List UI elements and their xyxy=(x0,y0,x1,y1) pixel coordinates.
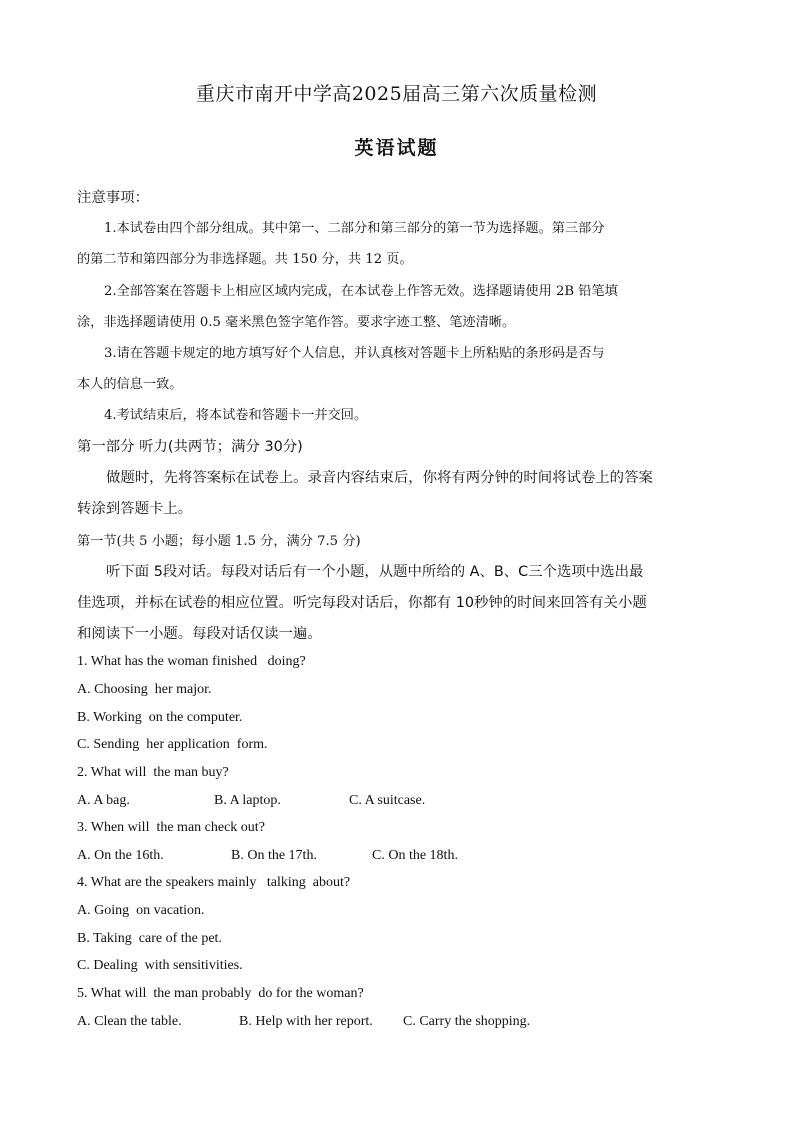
q3-option-a: A. On the 16th. xyxy=(77,848,164,863)
q2-option-b: B. A laptop. xyxy=(214,793,281,808)
question-5: 5. What will the man probably do for the woman? xyxy=(77,986,364,1001)
q4-option-c: C. Dealing with sensitivities. xyxy=(77,958,243,973)
part1-heading: 第一部分 听力(共两节；满分 30分) xyxy=(77,439,303,455)
part1-instruction: 转涂到答题卡上。 xyxy=(77,501,193,517)
part1-instruction: 做题时，先将答案标在试卷上。录音内容结束后，你将有两分钟的时间将试卷上的答案 xyxy=(106,470,653,486)
section1-instruction: 佳选项，并标在试卷的相应位置。听完每段对话后，你都有 10秒钟的时间来回答有关小题 xyxy=(77,595,647,611)
q5-option-c: C. Carry the shopping. xyxy=(403,1014,531,1029)
question-4: 4. What are the speakers mainly talking about? xyxy=(77,875,351,890)
notice-line: 的第二节和第四部分为非选择题。共 150 分，共 12 页。 xyxy=(77,252,413,267)
q5-option-a: A. Clean the table. xyxy=(77,1014,182,1029)
q3-option-b: B. On the 17th. xyxy=(231,848,317,863)
q4-option-a: A. Going on vacation. xyxy=(77,903,205,918)
q2-option-c: C. A suitcase. xyxy=(349,793,426,808)
section1-instruction: 和阅读下一小题。每段对话仅读一遍。 xyxy=(77,626,322,642)
q4-option-b: B. Taking care of the pet. xyxy=(77,931,222,946)
notice-line: 涂，非选择题请使用 0.5 毫米黑色签字笔作答。要求字迹工整、笔迹清晰。 xyxy=(77,315,516,330)
notice-line: 本人的信息一致。 xyxy=(77,377,183,392)
q3-option-c: C. On the 18th. xyxy=(372,848,458,863)
section1-heading: 第一节(共 5 小题；每小题 1.5 分，满分 7.5 分) xyxy=(77,534,361,549)
q1-option-a: A. Choosing her major. xyxy=(77,682,212,697)
notice-line: 4.考试结束后，将本试卷和答题卡一并交回。 xyxy=(104,408,368,423)
notice-heading: 注意事项： xyxy=(77,190,149,206)
notice-line: 2.全部答案在答题卡上相应区域内完成，在本试卷上作答无效。选择题请使用 2B 铅笔填 xyxy=(104,284,618,299)
q2-option-a: A. A bag. xyxy=(77,793,130,808)
q5-option-b: B. Help with her report. xyxy=(239,1014,373,1029)
notice-line: 1.本试卷由四个部分组成。其中第一、二部分和第三部分的第一节为选择题。第三部分 xyxy=(104,221,605,236)
question-2: 2. What will the man buy? xyxy=(77,765,229,780)
exam-subtitle: 英语试题 xyxy=(354,137,439,159)
question-1: 1. What has the woman finished doing? xyxy=(77,654,306,669)
notice-line: 3.请在答题卡规定的地方填写好个人信息，并认真核对答题卡上所粘贴的条形码是否与 xyxy=(104,346,605,361)
question-3: 3. When will the man check out? xyxy=(77,820,265,835)
q1-option-b: B. Working on the computer. xyxy=(77,710,243,725)
q1-option-c: C. Sending her application form. xyxy=(77,737,268,752)
exam-title: 重庆市南开中学高2025届高三第六次质量检测 xyxy=(195,83,598,105)
section1-instruction: 听下面 5段对话。每段对话后有一个小题，从题中所给的 A、B、C三个选项中选出最 xyxy=(106,564,644,580)
